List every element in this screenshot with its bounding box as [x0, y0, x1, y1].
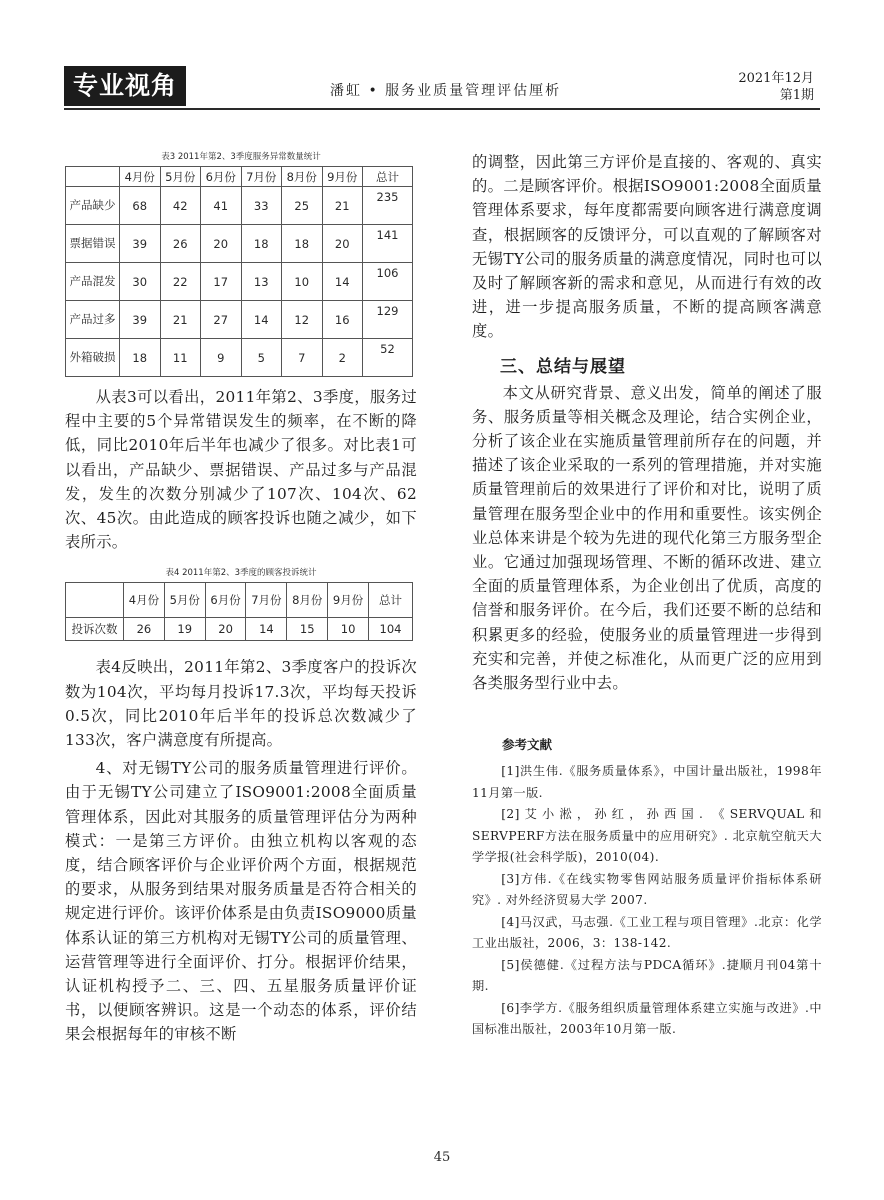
table-cell: 13: [241, 263, 282, 301]
row-label: 产品过多: [66, 301, 120, 339]
table4-header-row: [66, 583, 413, 618]
table-cell: 26: [124, 618, 165, 641]
references-list: [472, 761, 822, 1041]
table-cell: 19: [164, 618, 205, 641]
table3-header-cell: 4月份: [120, 167, 161, 187]
table3-header-cell: 5月份: [160, 167, 201, 187]
table-cell: 20: [201, 225, 242, 263]
table4-header-cell: 总计: [369, 583, 413, 618]
column-logo: 专业视角: [64, 66, 186, 106]
table3-caption: 表3 2011年第2、3季度服务异常数量统计: [161, 152, 321, 162]
reference-item: [6]李学方.《服务组织质量管理体系建立实施与改进》.中国标准出版社，2003年10月第一版.: [472, 1000, 822, 1037]
table-cell: 18: [120, 339, 161, 377]
table-cell: 11: [160, 339, 201, 377]
issue-number: 第1期: [779, 88, 814, 103]
table4-header-cell: 6月份: [205, 583, 246, 618]
table4-header-cell: 7月份: [246, 583, 287, 618]
table-cell: 26: [160, 225, 201, 263]
table-cell: 20: [205, 618, 246, 641]
table4-header-cell: 9月份: [328, 583, 369, 618]
header-rule: [64, 108, 820, 110]
page-number: 45: [433, 1150, 451, 1165]
table-cell: 21: [322, 187, 363, 225]
table-cell: 20: [322, 225, 363, 263]
reference-item: [3]方伟.《在线实物零售网站服务质量评价指标体系研究》. 对外经济贸易大学 2007.: [472, 871, 822, 908]
table-cell: 39: [120, 301, 161, 339]
table-cell-total: 141: [363, 225, 413, 263]
row-label: 外箱破损: [66, 339, 120, 377]
table-cell: 7: [282, 339, 323, 377]
reference-item: [2]艾小淞，孙红，孙西国. 《SERVQUAL和SERVPERF方法在服务质量中的应用研究》. 北京航空航天大学学报(社会科学版)，2010(04).: [472, 807, 822, 865]
table-cell: 17: [201, 263, 242, 301]
table-cell: 10: [282, 263, 323, 301]
table-cell: 21: [160, 301, 201, 339]
paragraph-table3-analysis: 从表3可以看出，2011年第2、3季度，服务过程中主要的5个异常错误发生的频率，在不断的降低，同比2010年后半年也减少了很多。对比表1可以看出，产品缺少、票据错误、产品过多与产品混发，发生的次数分别减少了107次、104次、62次、45次。由此造成的顾客投诉也随之减少，如下表所示。: [65, 388, 417, 552]
paragraph-summary: 本文从研究背景、意义出发，简单的阐述了服务、服务质量等相关概念及理论，结合实例企业，分析了该企业在实施质量管理前所存在的问题，并描述了该企业采取的一系列的管理措施，并对实施质量管理前后的效果进行了评价和对比，说明了质量管理在服务型企业中的作用和重要性。该实例企业总体来讲是个较为先进的现代化第三方服务型企业。它通过加强现场管理、不断的循环改进、建立全面的质量管理体系，为企业创出了优质，高度的信誉和服务评价。在今后，我们还要不断的总结和积累更多的经验，使服务业的质量管理进一步得到充实和完善，并使之标准化，从而更广泛的应用到各类服务型行业中去。: [472, 383, 822, 693]
table-cell: 22: [160, 263, 201, 301]
table-cell: 18: [241, 225, 282, 263]
table-cell-total: 52: [363, 339, 413, 377]
table-row: [66, 301, 413, 339]
table4-header-cell: [66, 583, 124, 618]
table-row: [66, 263, 413, 301]
table-cell: 14: [322, 263, 363, 301]
table-cell: 9: [201, 339, 242, 377]
table-cell-total: 129: [363, 301, 413, 339]
issue-date: [694, 70, 814, 104]
table-cell: 39: [120, 225, 161, 263]
reference-item: [4]马汉武，马志强.《工业工程与项目管理》.北京：化学工业出版社，2006，3：138-142.: [472, 914, 822, 951]
table3-service-exceptions: [65, 166, 413, 377]
table-row: [66, 618, 413, 641]
table-cell: 5: [241, 339, 282, 377]
reference-item: [1]洪生伟.《服务质量体系》，中国计量出版社，1998年11月第一版.: [472, 764, 822, 800]
table3-header-cell: 7月份: [241, 167, 282, 187]
paragraph-evaluation: 4、对无锡TY公司的服务质量管理进行评价。由于无锡TY公司建立了ISO9001:2008全面质量管理体系，因此对其服务的质量管理评估分为两种模式：一是第三方评价。由独立机构以客观的态度，结合顾客评价与企业评价两个方面，根据规范的要求，从服务到结果对服务质量是否符合相关的规定进行评价。该评价体系是由负责ISO9000质量体系认证的第三方机构对无锡TY公司的质量管理、运营管理等进行全面评价、打分。根据评价结果，认证机构授予二、三、四、五星服务质量评价证书，以便顾客辨识。这是一个动态的体系，评价结果会根据每年的审核不断: [65, 759, 417, 1044]
table3-header-cell: [66, 167, 120, 187]
table-cell: 2: [322, 339, 363, 377]
table-cell: 12: [282, 301, 323, 339]
table4-header-cell: 8月份: [287, 583, 328, 618]
table3-header-cell: 9月份: [322, 167, 363, 187]
row-label: 投诉次数: [66, 618, 124, 641]
table-cell-total: 106: [363, 263, 413, 301]
table-cell: 27: [201, 301, 242, 339]
table-cell: 16: [322, 301, 363, 339]
reference-item: [5]侯德健.《过程方法与PDCA循环》.捷顺月刊04第十期.: [472, 957, 822, 994]
table4-caption: 表4 2011年第2、3季度的顾客投诉统计: [165, 568, 317, 579]
table-cell: 42: [160, 187, 201, 225]
row-label: 产品混发: [66, 263, 120, 301]
table-cell: 25: [282, 187, 323, 225]
table-row: [66, 225, 413, 263]
table3-header-row: [66, 167, 413, 187]
issue-month: 2021年12月: [738, 71, 814, 86]
table3-header-cell: 6月份: [201, 167, 242, 187]
table-cell: 33: [241, 187, 282, 225]
paragraph-table4-analysis: 表4反映出，2011年第2、3季度客户的投诉次数为104次，平均每月投诉17.3次，平均每天投诉0.5次，同比2010年后半年的投诉总次数减少了133次，客户满意度有所提高。: [65, 658, 417, 750]
table4-complaints: [65, 582, 413, 641]
table3-header-cell: 总计: [363, 167, 413, 187]
table-row: [66, 339, 413, 377]
row-label: 票据错误: [66, 225, 120, 263]
section-heading: 三、总结与展望: [500, 356, 626, 377]
table-cell: 30: [120, 263, 161, 301]
table-row: [66, 187, 413, 225]
left-column: [65, 150, 417, 1047]
table-cell: 68: [120, 187, 161, 225]
running-title: 潘虹 • 服务业质量管理评估厘析: [330, 83, 562, 99]
table3-header-cell: 8月份: [282, 167, 323, 187]
row-label: 产品缺少: [66, 187, 120, 225]
table-cell-total: 235: [363, 187, 413, 225]
table-cell: 14: [246, 618, 287, 641]
table-cell-total: 104: [369, 618, 413, 641]
table-cell: 10: [328, 618, 369, 641]
references-heading: 参考文献: [502, 737, 553, 753]
table-cell: 15: [287, 618, 328, 641]
paragraph-evaluation-continued: 的调整，因此第三方评价是直接的、客观的、真实的。二是顾客评价。根据ISO9001:2008全面质量管理体系要求，每年度都需要向顾客进行满意度调查，根据顾客的反馈评分，可以直观的了解顾客对无锡TY公司的服务质量的满意度情况，同时也可以及时了解顾客新的需求和意见，从而进行有效的改进，进一步提高服务质量，不断的提高顾客满意度。: [472, 153, 822, 341]
table-cell: 14: [241, 301, 282, 339]
right-column: [472, 150, 822, 1041]
table4-header-cell: 5月份: [164, 583, 205, 618]
table4-header-cell: 4月份: [124, 583, 165, 618]
table-cell: 41: [201, 187, 242, 225]
table-cell: 18: [282, 225, 323, 263]
